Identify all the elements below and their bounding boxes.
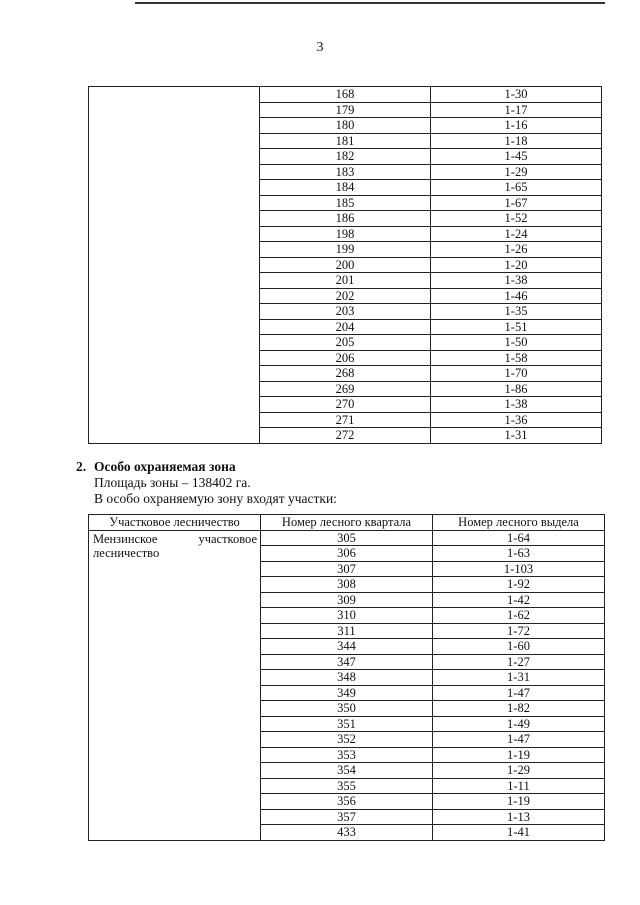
quarter-number-cell: 357 [261, 809, 433, 825]
allotment-range-cell: 1-51 [431, 319, 602, 335]
allotment-range-cell: 1-27 [433, 654, 605, 670]
quarter-number-cell: 310 [261, 608, 433, 624]
quarter-number-cell: 180 [260, 118, 431, 134]
allotment-range-cell: 1-38 [431, 273, 602, 289]
column-header-allotment: Номер лесного выдела [433, 515, 605, 531]
quarter-number-cell: 307 [261, 561, 433, 577]
quarter-number-cell: 269 [260, 381, 431, 397]
quarter-number-cell: 433 [261, 825, 433, 841]
table-body [89, 87, 602, 444]
quarter-number-cell: 205 [260, 335, 431, 351]
quarter-number-cell: 185 [260, 195, 431, 211]
zone-intro-text: В особо охраняемую зону входят участки: [94, 491, 337, 506]
quarter-number-cell: 183 [260, 164, 431, 180]
quarter-number-cell: 352 [261, 732, 433, 748]
table-body [89, 530, 605, 840]
quarter-number-cell: 184 [260, 180, 431, 196]
quarter-number-cell: 181 [260, 133, 431, 149]
quarter-number-cell: 348 [261, 670, 433, 686]
quarter-number-cell: 270 [260, 397, 431, 413]
quarters-table-continued [88, 86, 602, 444]
allotment-range-cell: 1-31 [431, 428, 602, 444]
allotment-range-cell: 1-30 [431, 87, 602, 103]
allotment-range-cell: 1-42 [433, 592, 605, 608]
allotment-range-cell: 1-52 [431, 211, 602, 227]
protected-zone-table [88, 514, 605, 841]
quarter-number-cell: 347 [261, 654, 433, 670]
allotment-range-cell: 1-63 [433, 546, 605, 562]
column-header-forestry: Участковое лесничество [89, 515, 261, 531]
allotment-range-cell: 1-62 [433, 608, 605, 624]
allotment-range-cell: 1-82 [433, 701, 605, 717]
quarter-number-cell: 201 [260, 273, 431, 289]
allotment-range-cell: 1-86 [431, 381, 602, 397]
quarter-number-cell: 182 [260, 149, 431, 165]
zone-area-text: Площадь зоны – 138402 га. [94, 475, 251, 490]
allotment-range-cell: 1-19 [433, 747, 605, 763]
quarter-number-cell: 206 [260, 350, 431, 366]
quarter-number-cell: 305 [261, 530, 433, 546]
allotment-range-cell: 1-64 [433, 530, 605, 546]
allotment-range-cell: 1-50 [431, 335, 602, 351]
allotment-range-cell: 1-18 [431, 133, 602, 149]
table-row [89, 530, 605, 546]
allotment-range-cell: 1-92 [433, 577, 605, 593]
allotment-range-cell: 1-60 [433, 639, 605, 655]
allotment-range-cell: 1-47 [433, 732, 605, 748]
quarter-number-cell: 351 [261, 716, 433, 732]
page-number: 3 [316, 40, 324, 55]
allotment-range-cell: 1-49 [433, 716, 605, 732]
column-header-quarter: Номер лесного квартала [261, 515, 433, 531]
allotment-range-cell: 1-35 [431, 304, 602, 320]
allotment-range-cell: 1-19 [433, 794, 605, 810]
quarter-number-cell: 179 [260, 102, 431, 118]
allotment-range-cell: 1-41 [433, 825, 605, 841]
allotment-range-cell: 1-29 [431, 164, 602, 180]
section-heading: Особо охраняемая зона [94, 459, 236, 474]
quarter-number-cell: 203 [260, 304, 431, 320]
quarter-number-cell: 199 [260, 242, 431, 258]
quarter-number-cell: 344 [261, 639, 433, 655]
allotment-range-cell: 1-20 [431, 257, 602, 273]
quarter-number-cell: 353 [261, 747, 433, 763]
section-number: 2. [76, 459, 87, 474]
quarter-number-cell: 202 [260, 288, 431, 304]
top-border-line [135, 2, 605, 4]
forestry-name-line1: Мензинское участковое [93, 531, 257, 546]
table-row [89, 87, 602, 103]
quarter-number-cell: 268 [260, 366, 431, 382]
quarter-number-cell: 186 [260, 211, 431, 227]
forestry-cell [89, 530, 261, 840]
allotment-range-cell: 1-45 [431, 149, 602, 165]
allotment-range-cell: 1-29 [433, 763, 605, 779]
quarter-number-cell: 356 [261, 794, 433, 810]
allotment-range-cell: 1-11 [433, 778, 605, 794]
quarter-number-cell: 355 [261, 778, 433, 794]
allotment-range-cell: 1-17 [431, 102, 602, 118]
section-2 [76, 459, 337, 507]
forestry-name-line2: лесничество [93, 545, 160, 560]
allotment-range-cell: 1-70 [431, 366, 602, 382]
allotment-range-cell: 1-58 [431, 350, 602, 366]
quarter-number-cell: 168 [260, 87, 431, 103]
allotment-range-cell: 1-47 [433, 685, 605, 701]
allotment-range-cell: 1-36 [431, 412, 602, 428]
quarter-number-cell: 309 [261, 592, 433, 608]
table-header-row [89, 515, 605, 531]
allotment-range-cell: 1-13 [433, 809, 605, 825]
quarter-number-cell: 354 [261, 763, 433, 779]
allotment-range-cell: 1-31 [433, 670, 605, 686]
quarter-number-cell: 198 [260, 226, 431, 242]
allotment-range-cell: 1-46 [431, 288, 602, 304]
allotment-range-cell: 1-16 [431, 118, 602, 134]
allotment-range-cell: 1-38 [431, 397, 602, 413]
quarter-number-cell: 350 [261, 701, 433, 717]
quarter-number-cell: 311 [261, 623, 433, 639]
allotment-range-cell: 1-24 [431, 226, 602, 242]
allotment-range-cell: 1-26 [431, 242, 602, 258]
quarter-number-cell: 349 [261, 685, 433, 701]
quarter-number-cell: 200 [260, 257, 431, 273]
quarter-number-cell: 308 [261, 577, 433, 593]
allotment-range-cell: 1-67 [431, 195, 602, 211]
allotment-range-cell: 1-65 [431, 180, 602, 196]
forestry-cell [89, 87, 260, 444]
allotment-range-cell: 1-103 [433, 561, 605, 577]
quarter-number-cell: 271 [260, 412, 431, 428]
quarter-number-cell: 204 [260, 319, 431, 335]
allotment-range-cell: 1-72 [433, 623, 605, 639]
quarter-number-cell: 306 [261, 546, 433, 562]
quarter-number-cell: 272 [260, 428, 431, 444]
